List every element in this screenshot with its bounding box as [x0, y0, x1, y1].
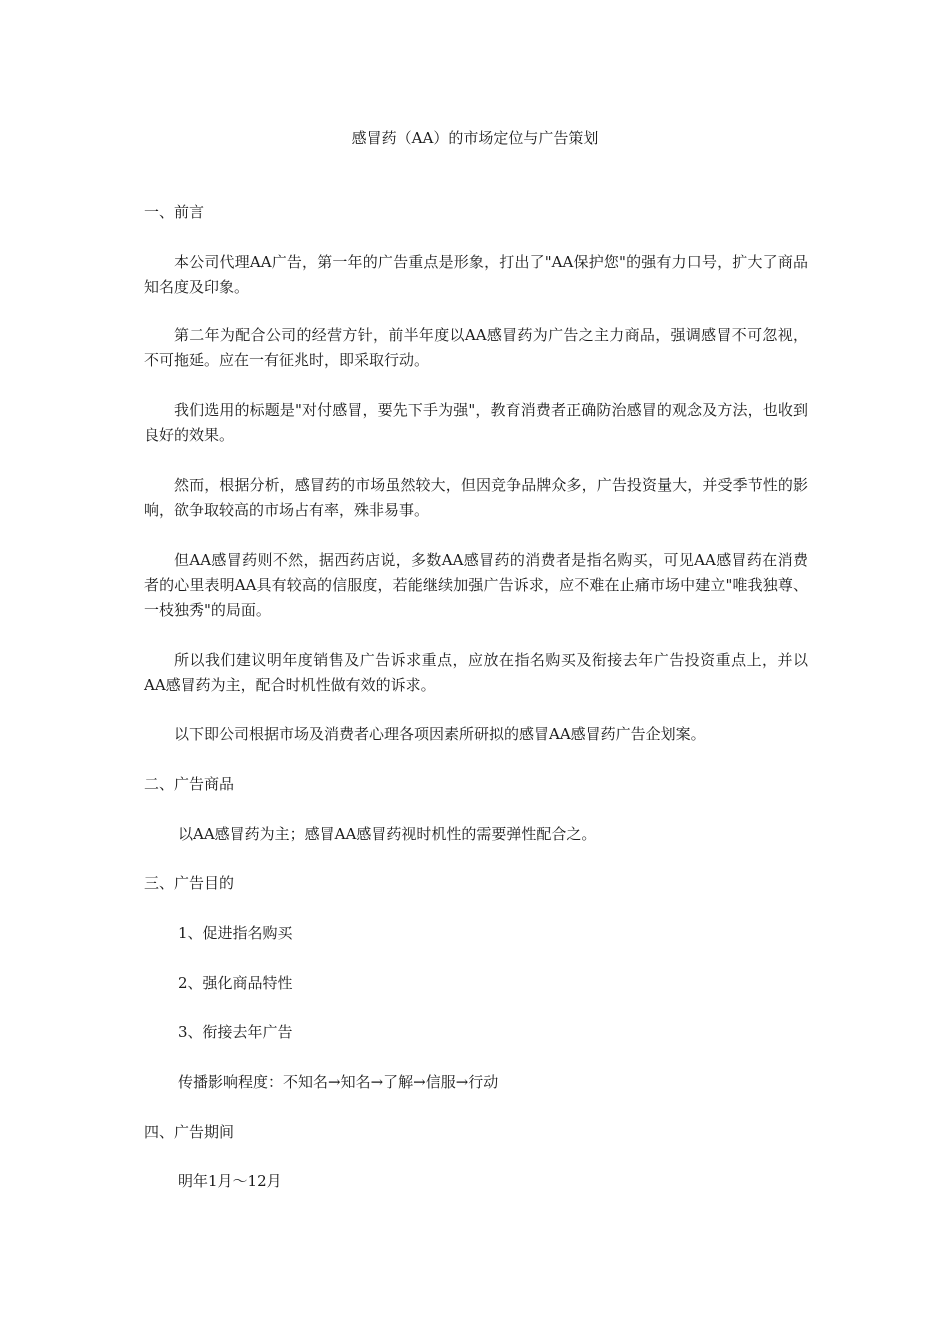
list-item: 2、强化商品特性 [178, 974, 293, 992]
paragraph: 以下即公司根据市场及消费者心理各项因素所研拟的感冒AA感冒药广告企划案。 [174, 725, 706, 743]
list-item: 1、促进指名购买 [178, 924, 293, 942]
product-text: 以AA感冒药为主；感冒AA感冒药视时机性的需要弹性配合之。 [178, 825, 597, 843]
paragraph: 然而，根据分析，感冒药的市场虽然较大，但因竞争品牌众多，广告投资量大，并受季节性的影响，欲争取较高的市场占有率，殊非易事。 [144, 476, 808, 519]
document-title: 感冒药（AA）的市场定位与广告策划 [351, 129, 599, 147]
section-heading-purpose: 三、广告目的 [144, 874, 235, 892]
paragraph: 第二年为配合公司的经营方针，前半年度以AA感冒药为广告之主力商品，强调感冒不可忽视，不可拖延。应在一有征兆时，即采取行动。 [144, 326, 808, 369]
paragraph: 所以我们建议明年度销售及广告诉求重点，应放在指名购买及衔接去年广告投资重点上，并以AA感冒药为主，配合时机性做有效的诉求。 [144, 651, 808, 694]
paragraph: 本公司代理AA广告，第一年的广告重点是形象，打出了"AA保护您"的强有力口号，扩大了商品知名度及印象。 [144, 253, 808, 296]
spread-text: 传播影响程度：不知名→知名→了解→信服→行动 [178, 1073, 499, 1091]
paragraph: 但AA感冒药则不然，据西药店说，多数AA感冒药的消费者是指名购买，可见AA感冒药在消费者的心里表明AA具有较高的信服度，若能继续加强广告诉求，应不难在止痛市场中建立"唯我独尊、一枝独秀"的局面。 [144, 551, 808, 619]
section-heading-preface: 一、前言 [144, 203, 205, 221]
section-heading-period: 四、广告期间 [144, 1123, 235, 1141]
list-item: 3、衔接去年广告 [178, 1023, 293, 1041]
paragraph: 我们选用的标题是"对付感冒，要先下手为强"，教育消费者正确防治感冒的观念及方法，也收到良好的效果。 [144, 401, 808, 444]
section-heading-product: 二、广告商品 [144, 775, 235, 793]
period-text: 明年1月～12月 [178, 1172, 282, 1190]
